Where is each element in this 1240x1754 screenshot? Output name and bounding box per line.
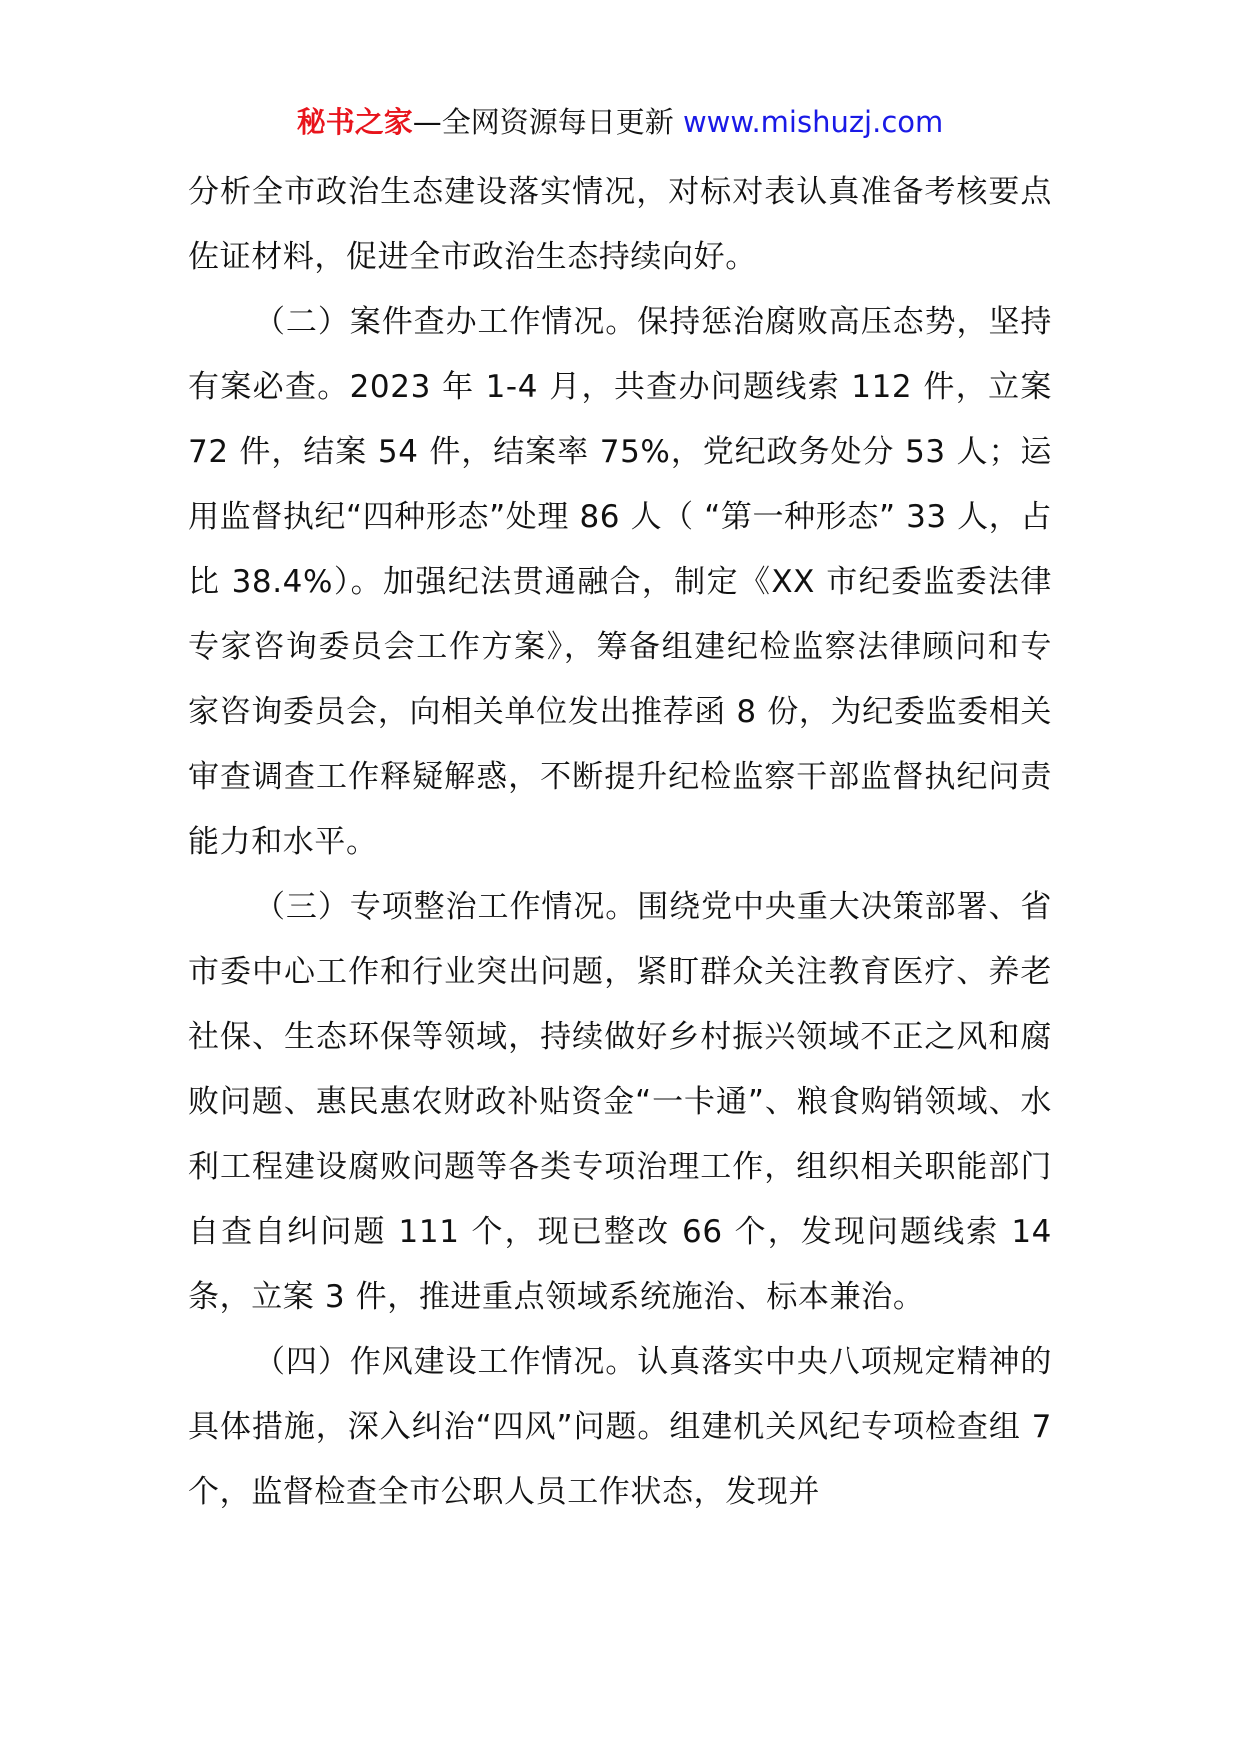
paragraph-special-rectification: （三）专项整治工作情况。围绕党中央重大决策部署、省市委中心工作和行业突出问题，紧盯群众关注教育医疗、养老社保、生态环保等领域，持续做好乡村振兴领域不正之风和腐败问题、惠民惠农财政补贴资金“一卡通”、粮食购销领域、水利工程建设腐败问题等各类专项治理工作，组织相关职能部门自查自纠问题 111 个，现已整改 66 个，发现问题线索 14 条，立案 3 件，推进重点领域系统施治、标本兼治。 [188,889,1052,1315]
paragraph-work-style: （四）作风建设工作情况。认真落实中央八项规定精神的具体措施，深入纠治“四风”问题。组建机关风纪专项检查组 7 个，监督检查全市公职人员工作状态，发现并 [188,1344,1052,1510]
site-brand: 秘书之家 [296,105,413,139]
site-url-link[interactable]: www.mishuzj.com [682,105,944,139]
paragraph-continuation: 分析全市政治生态建设落实情况，对标对表认真准备考核要点佐证材料，促进全市政治生态持续向好。 [188,174,1052,275]
document-body [188,160,1052,1525]
site-tagline: —全网资源每日更新 [412,105,674,139]
site-header [0,100,1240,144]
paragraph-case-handling: （二）案件查办工作情况。保持惩治腐败高压态势，坚持有案必查。2023 年 1-4 月，共查办问题线索 112 件，立案 72 件，结案 54 件，结案率 75%，党纪政务处分 53 人；运用监督执纪“四种形态”处理 86 人（ “第一种形态” 33 人，占比 38.4%）。加强纪法贯通融合，制定《XX 市纪委监委法律专家咨询委员会工作方案》，筹备组建纪检监察法律顾问和专家咨询委员会，向相关单位发出推荐函 8 份，为纪委监委相关审查调查工作释疑解惑，不断提升纪检监察干部监督执纪问责能力和水平。 [188,304,1052,860]
